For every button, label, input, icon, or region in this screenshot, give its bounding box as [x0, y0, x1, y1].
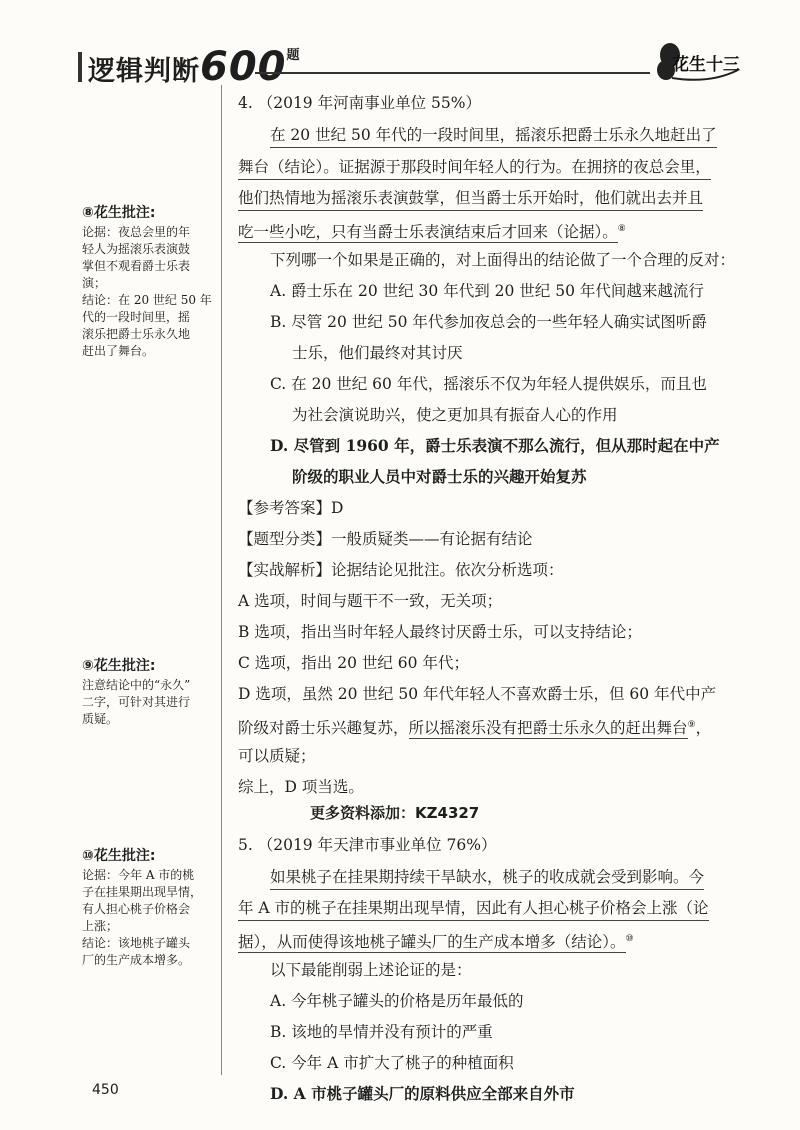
note-line: 轻人为摇滚乐表演鼓 — [82, 242, 191, 256]
note-line: 子在挂果期出现旱情， — [82, 885, 203, 899]
q5-question: 以下最能削弱上述论证的是： — [270, 961, 472, 979]
brand-logo — [650, 40, 742, 82]
q4-option-d: D. 尽管到 1960 年，爵士乐表演不那么流行，但从那时起在中产 — [270, 436, 720, 455]
q5-stem-line: 如果桃子在挂果期持续干旱缺水，桃子的收成就会受到影响。今 — [270, 866, 704, 890]
q5-option-a: A. 今年桃子罐头的价格是历年最低的 — [270, 992, 524, 1010]
note-line: 结论：在 20 世纪 50 年 — [82, 293, 212, 307]
q5-option-c: C. 今年 A 市扩大了桃子的种植面积 — [270, 1054, 514, 1072]
q4-stem-line: 他们热情地为摇滚乐表演鼓掌，但当爵士乐开始时，他们就出去并且 — [238, 187, 703, 211]
book-title-number: 600 — [200, 44, 287, 90]
book-title — [88, 44, 301, 90]
q4-option-c-cont: 为社会演说助兴，使之更加具有振奋人心的作用 — [292, 406, 618, 424]
q4-analysis-line: D 选项，虽然 20 世纪 50 年代年轻人不喜欢爵士乐，但 60 年代中产 — [238, 685, 717, 703]
q5-stem-line: 据），从而使得该地桃子罐头厂的生产成本增多（结论）。 — [238, 933, 626, 952]
q4-stem-line: 吃一些小吃，只有当爵士乐表演结束后才回来（论据）。 — [238, 223, 618, 242]
note-line: 有人担心桃子价格会 — [82, 902, 191, 916]
q4-analysis-line: 可以质疑； — [238, 747, 316, 765]
q5-option-b: B. 该地的旱情并没有预计的严重 — [270, 1023, 493, 1041]
q4-answer: 【参考答案】D — [238, 499, 344, 517]
q4-option-c: C. 在 20 世纪 60 年代，摇滚乐不仅为年轻人提供娱乐，而且也 — [270, 375, 707, 393]
book-title-text: 逻辑判断 — [88, 56, 200, 87]
q4-analysis-line: C 选项，指出 20 世纪 60 年代； — [238, 654, 469, 672]
header-rule — [255, 72, 650, 74]
note-line: 代的一段时间里，摇 — [82, 310, 191, 324]
note-line: 质疑。 — [82, 712, 119, 726]
q4-option-d-cont: 阶级的职业人员中对爵士乐的兴趣开始复苏 — [292, 467, 587, 486]
note-line: 论据：今年 A 市的桃 — [82, 868, 195, 882]
q4-option-a: A. 爵士乐在 20 世纪 30 年代到 20 世纪 50 年代间越来越流行 — [270, 282, 704, 300]
q4-question: 下列哪一个如果是正确的，对上面得出的结论做了一个合理的反对： — [270, 251, 736, 269]
note-line: 二字，可针对其进行 — [82, 695, 191, 709]
sidebar-note-10 — [82, 848, 218, 969]
q5-stem-last — [238, 928, 634, 953]
sidebar-note-9 — [82, 658, 218, 728]
note-title: ⑩花生批注: — [82, 848, 156, 864]
q4-category: 【题型分类】一般质疑类——有论据有结论 — [238, 530, 533, 548]
q4-option-b-cont: 士乐，他们最终对其讨厌 — [292, 344, 463, 362]
q4-analysis-line: B 选项，指出当时年轻人最终讨厌爵士乐，可以支持结论； — [238, 623, 642, 641]
note-line: 厂的生产成本增多。 — [82, 953, 191, 967]
note-line: 上涨； — [82, 919, 119, 933]
note-line: 注意结论中的“永久” — [82, 678, 191, 692]
note-title: ⑧花生批注: — [82, 205, 156, 221]
note-line: 结论：该地桃子罐头 — [82, 936, 191, 950]
note-line: 赶出了舞台。 — [82, 344, 155, 358]
q4-analysis-line: A 选项，时间与题干不一致，无关项； — [238, 592, 503, 610]
annotation-mark-9: ⑨ — [687, 720, 696, 730]
q4-option-b: B. 尽管 20 世纪 50 年代参加夜总会的一些年轻人确实试图听爵 — [270, 313, 707, 331]
header-bar — [78, 52, 82, 82]
sidebar-note-8 — [82, 205, 218, 360]
q4-stem-last — [238, 218, 626, 243]
q5-header: 5. （2019 年天津市事业单位 76%） — [238, 836, 497, 854]
column-divider — [221, 85, 222, 1075]
q4-analysis-underlined: 所以摇滚乐没有把爵士乐永久的赶出舞台 — [408, 719, 688, 738]
note-line: 掌但不观看爵士乐表 — [82, 259, 191, 273]
note-line: 论据：夜总会里的年 — [82, 225, 191, 239]
note-title: ⑨花生批注: — [82, 658, 156, 674]
annotation-mark-8: ⑧ — [617, 224, 626, 234]
q4-analysis-line: 综上，D 项当选。 — [238, 778, 364, 796]
q5-option-d: D. A 市桃子罐头厂的原料供应全部来自外市 — [270, 1084, 575, 1103]
q4-analysis-line-mixed — [238, 714, 711, 739]
q4-analysis-head: 【实战解析】论据结论见批注。依次分析选项： — [238, 561, 564, 579]
note-line: 滚乐把爵士乐永久地 — [82, 327, 191, 341]
note-line: 演； — [82, 276, 107, 290]
page-number: 450 — [92, 1082, 119, 1098]
q4-header: 4. （2019 年河南事业单位 55%） — [238, 94, 481, 112]
q4-analysis-comma: ， — [695, 719, 712, 738]
q5-stem-line: 年 A 市的桃子在挂果期出现旱情，因此有人担心桃子价格会上涨（论 — [238, 897, 709, 921]
annotation-mark-10: ⑩ — [625, 934, 634, 944]
brand-name: 花生十三 — [672, 55, 740, 75]
promo-text: 更多资料添加：KZ4327 — [310, 804, 480, 822]
q4-stem-line: 舞台（结论）。证据源于那段时间年轻人的行为。在拥挤的夜总会里， — [238, 156, 711, 180]
book-title-suffix: 题 — [286, 48, 301, 63]
q4-analysis-text: 阶级对爵士乐兴趣复苏， — [238, 719, 409, 738]
q4-stem-line: 在 20 世纪 50 年代的一段时间里，摇滚乐把爵士乐永久地赶出了 — [270, 124, 717, 148]
